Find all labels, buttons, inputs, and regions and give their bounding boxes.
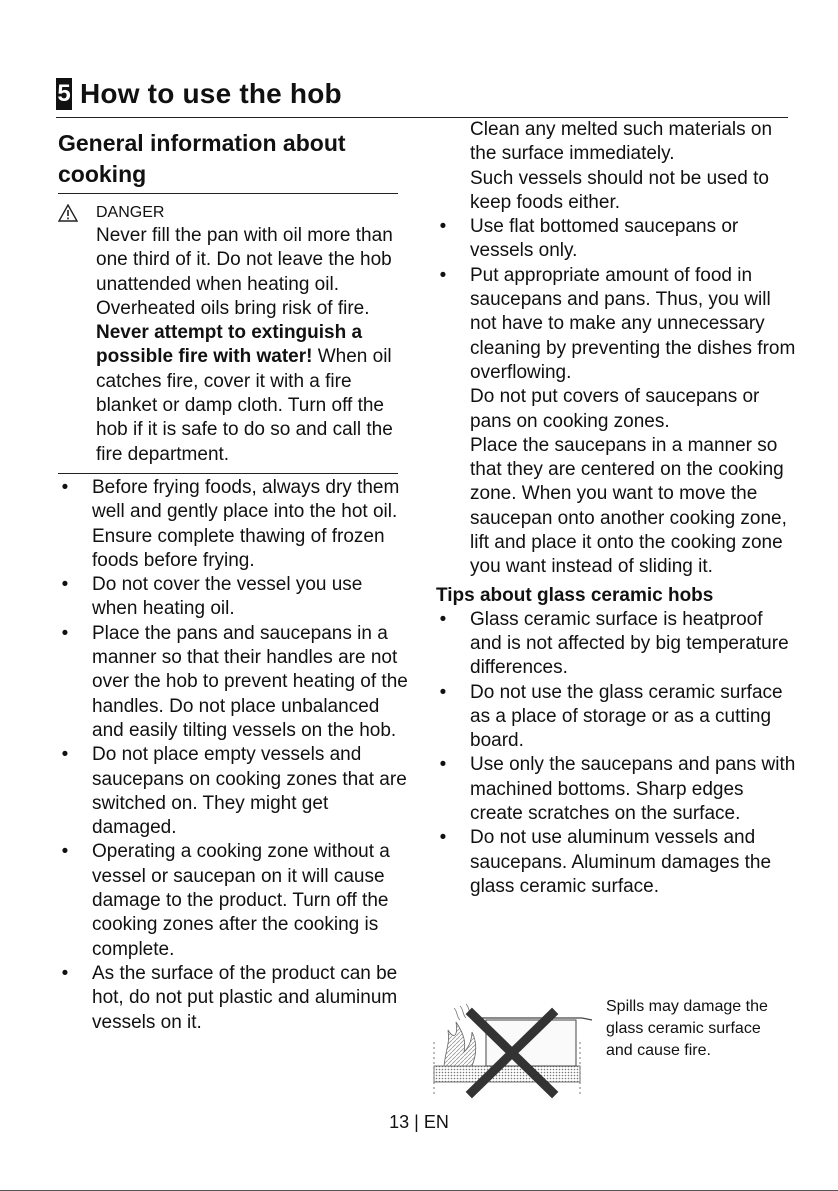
section-divider (58, 193, 398, 194)
list-item-text: Glass ceramic surface is heatproof and is not affected by big temperature differences. (470, 608, 789, 679)
list-item-text: Use only the saucepans and pans with machined bottoms. Sharp edges create scratches on the surface. (470, 754, 796, 825)
list-item: • Do not place empty vessels and saucepans on cooking zones that are switched on. They might get damaged. (61, 744, 407, 839)
list-item-text: Do not cover the vessel you use when heating oil. (92, 574, 363, 620)
chapter-heading (56, 78, 342, 110)
right-bullet-list (436, 215, 796, 385)
list-item: • Put appropriate amount of food in saucepans and pans. Thus, you will not have to make any unnecessary cleaning by preventing the dishes from overflowing. (439, 264, 796, 383)
right-column (436, 118, 796, 899)
page-footer: 13 | EN (389, 1112, 449, 1132)
list-item-text: As the surface of the product can be hot, do not put plastic and aluminum vessels on it. (92, 962, 398, 1033)
danger-text-1: Never fill the pan with oil more than one third of it. Do not leave the hob unattended when heating oil. Overheated oils bring risk of fire. (96, 225, 393, 319)
chapter-title: How to use the hob (80, 78, 342, 109)
list-item-text: Use flat bottomed saucepans or vessels only. (470, 216, 739, 262)
continued-paragraph: Clean any melted such materials on the surface immediately. (470, 119, 773, 165)
section-title-line-2: cooking (58, 161, 147, 187)
list-item: • Do not use aluminum vessels and saucepans. Aluminum damages the glass ceramic surface. (439, 827, 772, 897)
figure-caption: Spills may damage the glass ceramic surface and cause fire. (606, 998, 768, 1059)
tips-bullet-list (436, 608, 796, 900)
continued-paragraph: Do not put covers of saucepans or pans on cooking zones. (470, 386, 760, 432)
danger-label: DANGER (96, 204, 165, 221)
list-item-text: Place the pans and saucepans in a manner so that their handles are not over the hob to prevent heating of the handles. Do not place unbalanced and easily tilting vessels on the hob. (92, 622, 408, 741)
danger-bold-text: Never attempt to extinguish a possible fire with water! (96, 322, 363, 368)
danger-divider (58, 473, 398, 474)
danger-text-2 (96, 321, 408, 467)
left-bullet-list (58, 476, 408, 1035)
list-item: • Do not use the glass ceramic surface as a place of storage or as a cutting board. (439, 681, 783, 752)
list-item: • Before frying foods, always dry them well and gently place into the hot oil. Ensure complete thawing of frozen foods before frying. (61, 476, 400, 571)
list-item: • Use flat bottomed saucepans or vessels only. (439, 216, 739, 262)
continued-paragraph: Place the saucepans in a manner so that they are centered on the cooking zone. When you want to move the saucepan onto another cooking zone, lift and place it onto the cooking zone you want instead of sliding it. (470, 434, 787, 578)
list-item-text: Do not use aluminum vessels and saucepans. Aluminum damages the glass ceramic surface. (470, 827, 772, 897)
no-spills-illustration-icon (420, 996, 600, 1100)
section-title (58, 128, 408, 190)
list-item-text: Do not use the glass ceramic surface as a place of storage or as a cutting board. (470, 681, 783, 752)
chapter-number: 5 (56, 78, 72, 110)
list-item-text: Operating a cooking zone without a vessel or saucepan on it will cause damage to the product. Turn off the cooking zones after the cooking is complete. (92, 841, 390, 960)
list-item: • Glass ceramic surface is heatproof and is not affected by big temperature differences. (439, 608, 789, 679)
list-item: • Operating a cooking zone without a vessel or saucepan on it will cause damage to the product. Turn off the cooking zones after the cooking is complete. (61, 841, 390, 960)
list-item: • As the surface of the product can be hot, do not put plastic and aluminum vessels on it. (61, 962, 398, 1033)
danger-notice (58, 202, 408, 467)
list-item: • Use only the saucepans and pans with machined bottoms. Sharp edges create scratches on the surface. (439, 754, 796, 825)
list-item-text: Do not place empty vessels and saucepans on cooking zones that are switched on. They might get damaged. (92, 744, 407, 839)
list-item-text: Put appropriate amount of food in saucepans and pans. Thus, you will not have to make any unnecessary cleaning by preventing the dishes from overflowing. (470, 264, 796, 383)
continued-paragraph: Such vessels should not be used to keep foods either. (470, 167, 769, 213)
spill-warning-figure (420, 996, 790, 1100)
danger-text-2-rest: When oil catches fire, cover it with a fire blanket or damp cloth. Turn off the hob if it is safe to do so and call the fire department. (96, 346, 393, 465)
list-item: • Do not cover the vessel you use when heating oil. (61, 574, 363, 620)
section-title-line-1: General information about (58, 130, 346, 156)
tips-heading: Tips about glass ceramic hobs (436, 584, 714, 606)
left-column (58, 128, 408, 1035)
warning-triangle-icon (58, 204, 78, 222)
list-item-text: Before frying foods, always dry them well and gently place into the hot oil. Ensure complete thawing of frozen foods before frying. (92, 476, 400, 571)
list-item: • Place the pans and saucepans in a manner so that their handles are not over the hob to prevent heating of the handles. Do not place unbalanced and easily tilting vessels on the hob. (61, 622, 408, 741)
